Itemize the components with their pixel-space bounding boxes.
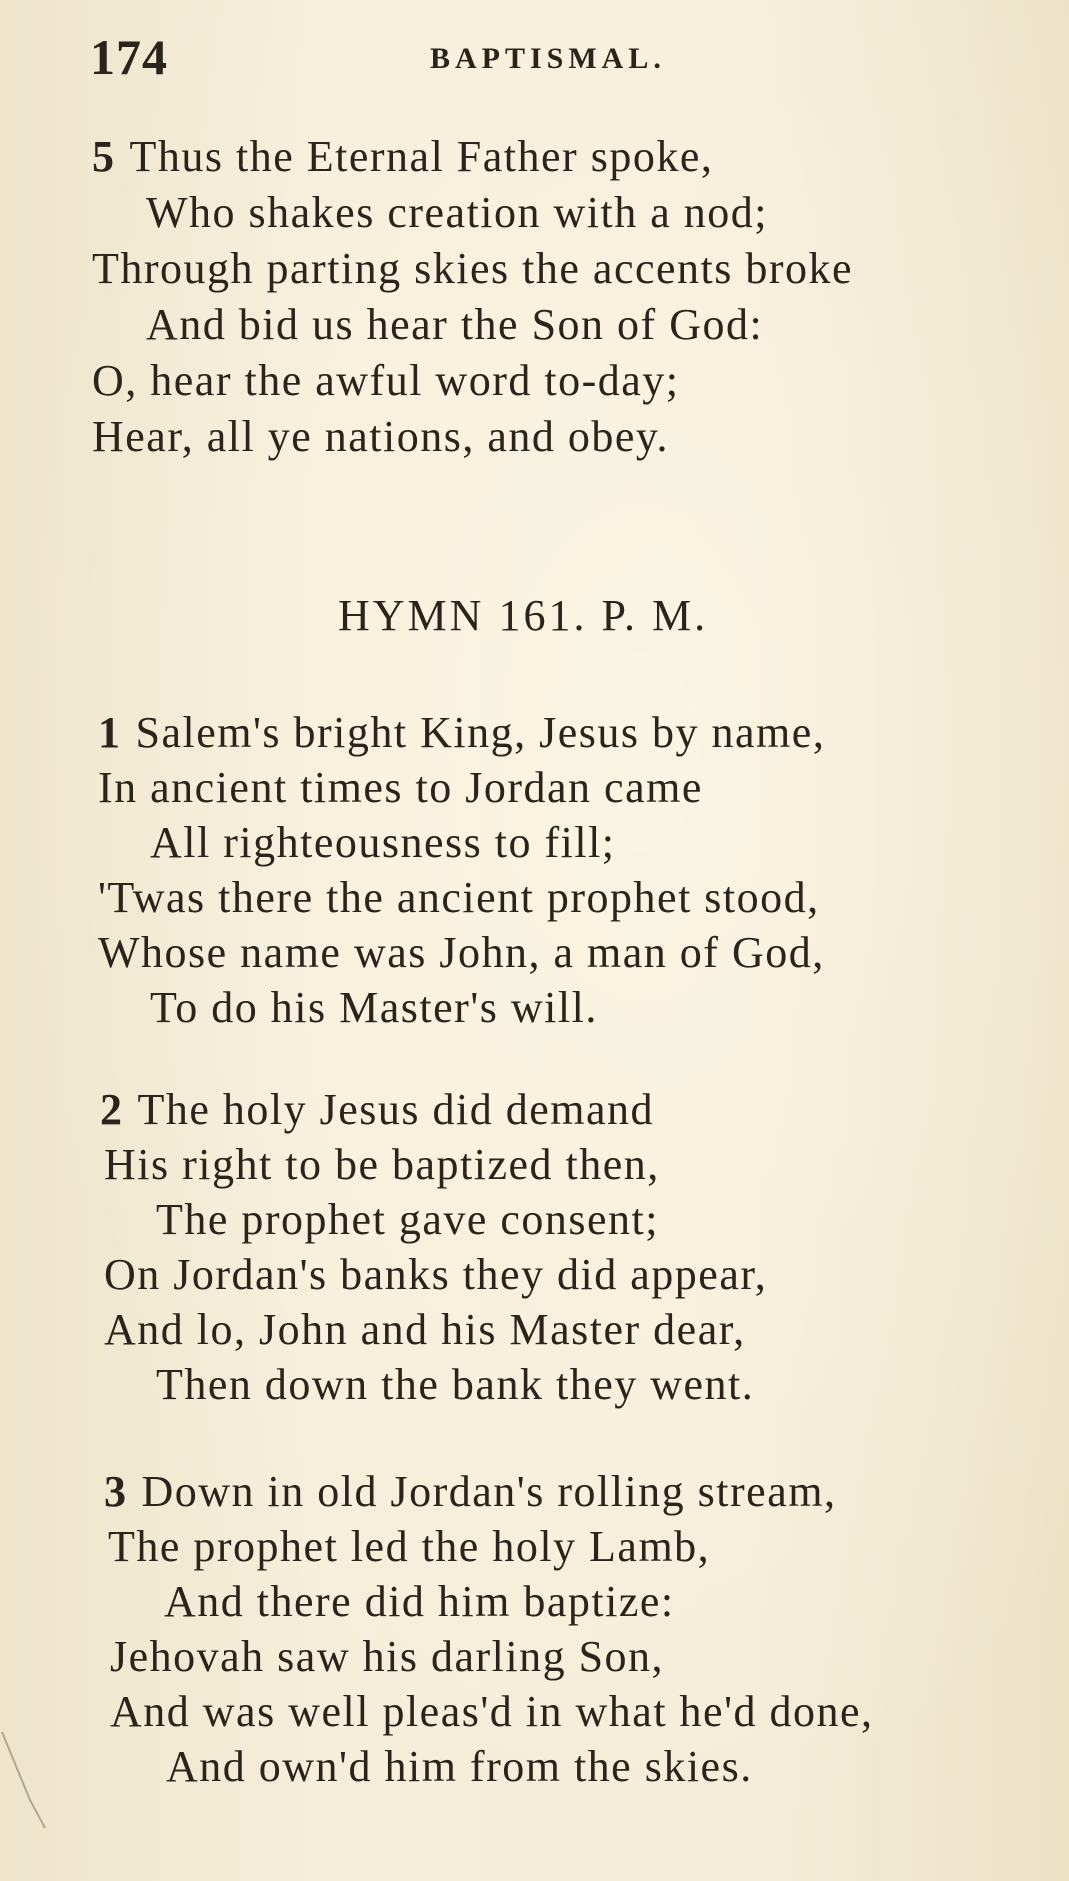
- verse-line: And bid us hear the Son of God:: [146, 300, 764, 349]
- page-header: [0, 28, 1069, 88]
- verse-line: The prophet gave consent;: [156, 1195, 660, 1244]
- verse-line: 5 Thus the Eternal Father spoke,: [92, 132, 714, 181]
- verse-line: 'Twas there the ancient prophet stood,: [98, 873, 820, 922]
- verse-line: 2 The holy Jesus did demand: [100, 1085, 655, 1134]
- verse-line: And own'd him from the skies.: [166, 1742, 753, 1791]
- verse-line: All righteousness to fill;: [150, 818, 616, 867]
- verse-line: 3 Down in old Jordan's rolling stream,: [104, 1467, 837, 1516]
- running-head: BAPTISMAL.: [430, 42, 666, 75]
- stanza-number: 5: [92, 132, 116, 181]
- verse-line: And there did him baptize:: [164, 1577, 675, 1626]
- stanza-number: 1: [98, 708, 122, 757]
- page-number: 174: [90, 29, 168, 85]
- verse-line: To do his Master's will.: [150, 983, 598, 1032]
- verse-line: In ancient times to Jordan came: [98, 763, 703, 812]
- verse-line: On Jordan's banks they did appear,: [104, 1250, 768, 1299]
- verse-line: And lo, John and his Master dear,: [104, 1305, 746, 1354]
- verse-line: Whose name was John, a man of God,: [98, 928, 825, 977]
- verse-line: Who shakes creation with a nod;: [146, 188, 769, 237]
- stanza-number: 2: [100, 1085, 124, 1134]
- verse-line: The prophet led the holy Lamb,: [108, 1522, 711, 1571]
- verse-line: His right to be baptized then,: [104, 1140, 660, 1189]
- verse-line: Through parting skies the accents broke: [92, 244, 854, 293]
- stanza-number: 3: [104, 1467, 128, 1516]
- page-crease-mark: [0, 1730, 60, 1830]
- verse-line: O, hear the awful word to-day;: [92, 356, 680, 405]
- verse-line: And was well pleas'd in what he'd done,: [110, 1687, 874, 1736]
- verse-line: Then down the bank they went.: [156, 1360, 755, 1409]
- verse-line: 1 Salem's bright King, Jesus by name,: [98, 708, 826, 757]
- hymn-title: HYMN 161. P. M.: [338, 591, 709, 640]
- verse-line: Jehovah saw his darling Son,: [110, 1632, 665, 1681]
- verse-line: Hear, all ye nations, and obey.: [92, 412, 670, 461]
